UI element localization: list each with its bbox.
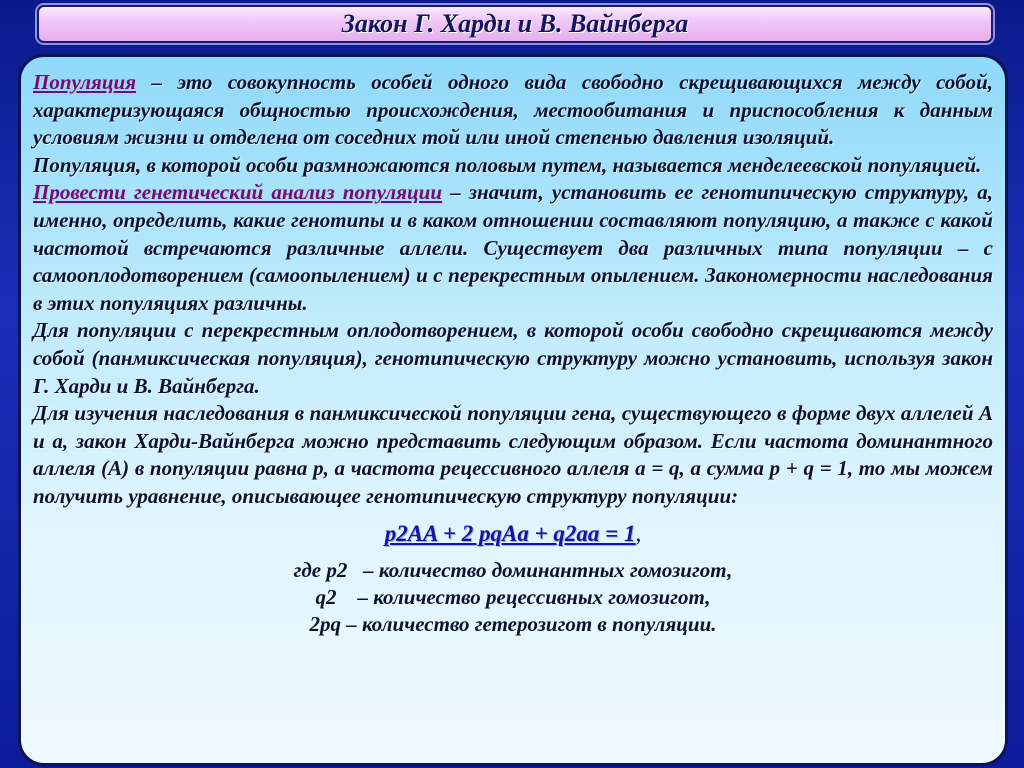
legend-line-heterozygous: 2pq – количество гетерозигот в популяции. [309, 611, 717, 636]
term-population: Популяция [33, 70, 137, 94]
paragraph-genetic-analysis [33, 179, 993, 317]
formula-legend [33, 557, 993, 638]
term-genetic-analysis: Провести генетический анализ популяции [33, 180, 443, 205]
paragraph-mendelian-population: Популяция, в которой особи размножаются половым путем, называется менделеевской популяцией. [33, 152, 982, 177]
genetic-analysis-text: – значит, установить ее генотипическую структуру, а, именно, определить, какие генотипы и в каком отношении составляют популяцию, а также с какой частотой встречаются различные аллели. Существует два различных типа популяции – с самооплодотворением (самоопылением) и с перекрестным опылением. Закономерности наследования в этих популяциях различны. [33, 180, 993, 315]
title-bar [37, 5, 993, 43]
legend-line-dominant: где p2 – количество доминантных гомозигот, [293, 557, 733, 582]
paragraph-hardy-weinberg: Для изучения наследования в панмиксической популяции гена, существующего в форме двух аллелей А и а, закон Харди-Вайнберга можно представить следующим образом. Если частота доминантного аллеля (А) в популяции равна p, а частота рецессивного аллеля а = q, а сумма p + q = 1, то мы можем получить уравнение, описывающее генотипическую структуру популяции: [33, 401, 993, 508]
page-title: Закон Г. Харди и В. Вайнберга [341, 9, 689, 38]
legend-line-recessive: q2 – количество рецессивных гомозигот, [315, 584, 711, 609]
hardy-weinberg-formula: p2AA + 2 pqAa + q2aa = 1 [384, 520, 636, 546]
paragraph-population-definition [33, 69, 993, 152]
formula-line [33, 521, 993, 547]
paragraph-panmictic-population: Для популяции с перекрестным оплодотворением, в которой особи свободно скрещиваются между собой (панмиксическая популяция), генотипическую структуру можно установить, используя закон Г. Харди и В. Вайнберга. [33, 318, 993, 398]
content-box [18, 54, 1008, 766]
formula-punctuation: , [635, 520, 642, 546]
population-definition-text: – это совокупность особей одного вида свободно скрещивающихся между собой, характеризующаяся общностью происхождения, местообитания и приспособления к данным условиям жизни и отделена от соседних той или иной степенью давления изоляций. [33, 70, 993, 150]
